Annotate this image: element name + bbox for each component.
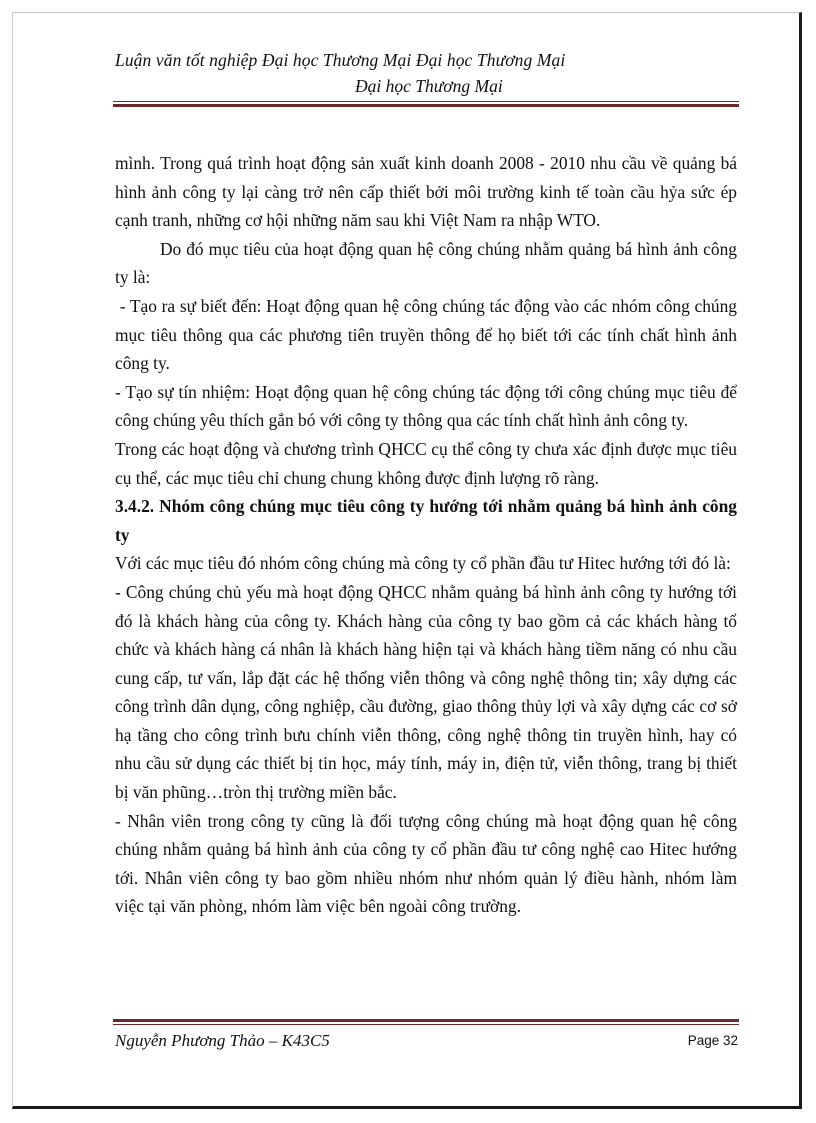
footer-rule-thick xyxy=(113,1019,739,1022)
header-title-line1: Luận văn tốt nghiệp Đại học Thương Mại Đại học Thương Mại xyxy=(115,50,566,70)
document-body xyxy=(115,149,742,921)
header-rule-thick xyxy=(113,104,739,107)
header-rule-thin xyxy=(113,101,739,102)
bullet-employees: - Nhân viên trong công ty cũng là đối tượng công chúng mà hoạt động quan hệ công chúng nhằm quảng bá hình ảnh của công ty cổ phần đầu tư công nghệ cao Hitec hướng tới. Nhân viên công ty bao gồm nhiều nhóm như nhóm quản lý điều hành, nhóm làm việc tại văn phòng, nhóm làm việc bên ngoài công trường. xyxy=(115,810,737,917)
paragraph-target-groups: Với các mục tiêu đó nhóm công chúng mà công ty cổ phần đầu tư Hitec hướng tới đó là: xyxy=(115,553,731,574)
footer-page-number: Page 32 xyxy=(687,1033,738,1048)
paragraph-objectives: Do đó mục tiêu của hoạt động quan hệ công chúng nhằm quảng bá hình ảnh công ty là: xyxy=(115,238,737,288)
section-heading: 3.4.2. Nhóm công chúng mục tiêu công ty hướng tới nhằm quảng bá hình ảnh công ty xyxy=(115,496,737,545)
footer-author: Nguyễn Phương Thảo – K43C5 xyxy=(115,1031,330,1050)
paragraph-intro: mình. Trong quá trình hoạt động sản xuất kinh doanh 2008 - 2010 nhu cầu về quảng bá hình ảnh công ty lại càng trở nên cấp thiết bởi môi trường kinh tế toàn cầu hỷa sức ép cạnh tranh, những cơ hội những năm sau khi Việt Nam ra nhập WTO. xyxy=(115,153,737,231)
bullet-customers: - Công chúng chủ yếu mà hoạt động QHCC nhằm quảng bá hình ảnh công ty hướng tới đó là khách hàng của công ty. Khách hàng của công ty bao gồm cả các khách hàng tổ chức và khách hàng cá nhân là khách hàng hiện tại và khách hàng tiềm năng có nhu cầu cung cấp, tư vấn, lắp đặt các hệ thống viễn thông và công nghệ thông tin; xây dựng các công trình dân dụng, công nghiệp, cầu đường, giao thông thủy lợi và xây dựng các cơ sở hạ tầng cho công trình bưu chính viễn thông, công nghệ thông tin truyền hình, hay có nhu cầu sử dụng các thiết bị tin học, máy tính, máy in, điện tử, viễn thông, trang bị thiết bị văn phũng…tròn thị trường miền bắc. xyxy=(115,581,737,803)
bullet-trust: - Tạo sự tín nhiệm: Hoạt động quan hệ công chúng tác động tới công chúng mục tiêu để công chúng yêu thích gắn bó với công ty thông qua các tính chất hình ảnh công ty. xyxy=(115,381,737,431)
header-title-line2: Đại học Thương Mại xyxy=(355,76,503,96)
bullet-awareness: - Tạo ra sự biết đến: Hoạt động quan hệ công chúng tác động vào các nhóm công chúng mục tiêu thông qua các phương tiên truyền thông để họ biết tới các tính chất hình ảnh công ty. xyxy=(115,295,742,374)
paragraph-qhcc: Trong các hoạt động và chương trình QHCC cụ thể công ty chưa xác định được mục tiêu cụ thể, các mục tiêu chỉ chung chung không được định lượng rõ ràng. xyxy=(115,438,737,488)
footer-rule-thin xyxy=(113,1024,739,1025)
